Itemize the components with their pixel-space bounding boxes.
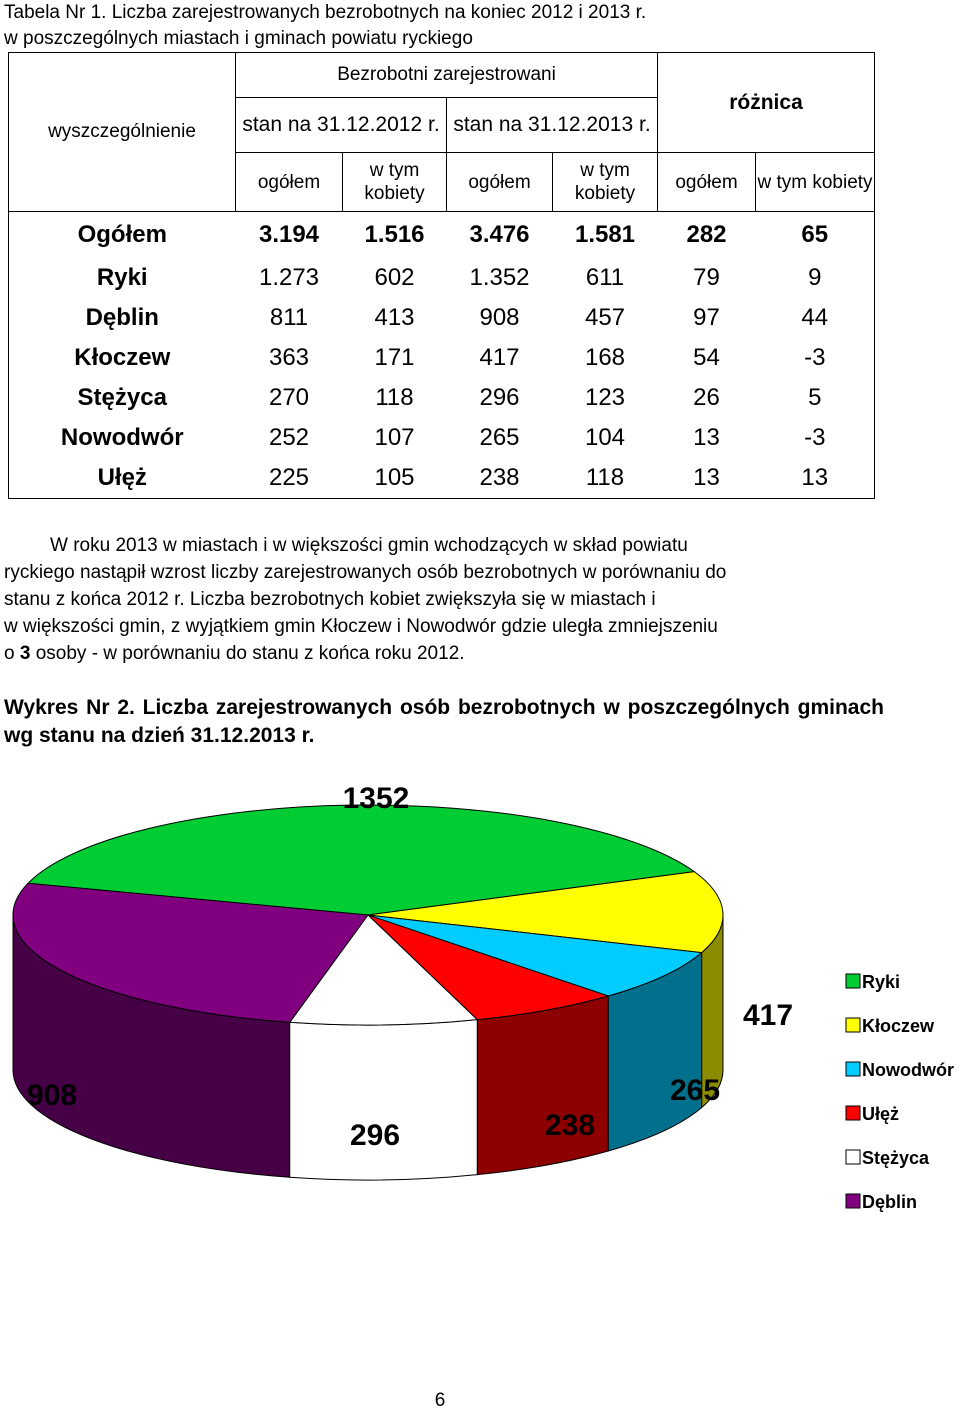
summary-paragraph — [4, 532, 884, 667]
cell: 611 — [585, 264, 625, 291]
cell: 44 — [756, 298, 875, 338]
chart-title: Wykres Nr 2. Liczba zarejestrowanych osób bezrobotnych w poszczególnych gminach wg stanu na dzień 31.12.2013 r. — [4, 696, 884, 747]
data-label-ułęż: 238 — [544, 1109, 596, 1142]
cell: 908 — [479, 304, 520, 331]
row-label-header: wyszczególnienie — [9, 53, 236, 212]
legend-label-nowodwór: Nowodwór — [862, 1060, 954, 1080]
row-name: Stężyca — [9, 378, 236, 418]
cell: 238 — [447, 458, 553, 499]
cell: 9 — [756, 258, 875, 298]
table-row-total — [9, 212, 875, 259]
pie-side-ułęż — [477, 996, 608, 1175]
legend-label-ułęż: Ułęż — [862, 1104, 900, 1124]
cell: 65 — [756, 212, 875, 259]
period-2013-header: stan na 31.12.2013 r. — [447, 98, 658, 153]
cell: 1.516 — [343, 212, 447, 259]
table-row — [9, 298, 875, 338]
legend-swatch-kłoczew — [846, 1018, 860, 1032]
paragraph-line: stanu z końca 2012 r. Liczba bezrobotnych kobiet zwiększyła się w miastach i — [4, 589, 656, 610]
paragraph-text: o — [4, 643, 20, 664]
legend-swatch-ryki — [846, 974, 860, 988]
sub-header-total: ogółem — [658, 153, 756, 212]
sub-header-women: w tym kobiety — [343, 153, 447, 212]
data-label-kłoczew: 417 — [742, 999, 794, 1032]
cell: 3.476 — [447, 212, 553, 259]
cell: 225 — [236, 458, 343, 499]
cell: 79 — [693, 264, 720, 291]
page-number: 6 — [434, 1390, 446, 1411]
sub-header-women: w tym kobiety — [553, 153, 658, 212]
table-row — [9, 258, 875, 298]
cell: -3 — [756, 418, 875, 458]
legend-label-dęblin: Dęblin — [862, 1192, 918, 1212]
paragraph-line: W roku 2013 w miastach i w większości gmin wchodzących w skład powiatu — [50, 535, 688, 556]
cell: 270 — [268, 384, 310, 411]
cell: 282 — [658, 212, 756, 259]
cell: 1.581 — [553, 212, 658, 259]
row-name: Ogółem — [9, 212, 236, 259]
cell: 54 — [693, 344, 720, 371]
paragraph-line: w większości gmin, z wyjątkiem gmin Kłoczew i Nowodwór gdzie uległa zmniejszeniu — [4, 616, 718, 637]
legend-swatch-nowodwór — [846, 1062, 860, 1076]
pie-side-stężyca — [290, 1020, 477, 1180]
legend-swatch-dęblin — [846, 1194, 860, 1208]
cell: 13 — [756, 458, 875, 499]
table-row — [9, 378, 875, 418]
row-name: Nowodwór — [9, 418, 236, 458]
row-name: Ułęż — [9, 458, 236, 499]
table-row — [9, 458, 875, 499]
cell: 602 — [374, 264, 415, 291]
sub-header-total: ogółem — [447, 153, 553, 212]
legend-label-stężyca: Stężyca — [862, 1148, 930, 1168]
paragraph-text: osoby - w porównaniu do stanu z końca roku 2012. — [30, 643, 465, 664]
cell: 118 — [375, 384, 414, 411]
row-name: Dęblin — [9, 298, 236, 338]
cell: 123 — [584, 384, 626, 411]
row-name: Ryki — [9, 258, 236, 298]
cell: 13 — [693, 424, 720, 451]
table-caption-line1: Tabela Nr 1. Liczba zarejestrowanych bezrobotnych na koniec 2012 i 2013 r. — [4, 2, 647, 23]
table-caption-line2: w poszczególnych miastach i gminach powiatu ryckiego — [4, 28, 473, 49]
cell: 417 — [479, 344, 520, 371]
cell: -3 — [756, 338, 875, 378]
data-label-nowodwór: 265 — [669, 1074, 721, 1107]
cell: 296 — [479, 384, 520, 411]
cell: 363 — [268, 344, 310, 371]
cell: 811 — [269, 304, 309, 331]
diff-header: różnica — [658, 53, 875, 153]
cell: 107 — [374, 424, 415, 451]
table-row — [9, 338, 875, 378]
cell: 265 — [479, 424, 520, 451]
legend-label-ryki: Ryki — [862, 972, 901, 992]
paragraph-line: ryckiego nastąpił wzrost liczby zarejestrowanych osób bezrobotnych w porównaniu do — [4, 562, 727, 583]
pie-chart — [0, 760, 960, 1280]
cell: 118 — [553, 458, 658, 499]
legend-label-kłoczew: Kłoczew — [862, 1016, 935, 1036]
cell: 168 — [584, 344, 626, 371]
cell: 413 — [374, 304, 415, 331]
cell: 97 — [693, 304, 720, 331]
data-label-dęblin: 908 — [26, 1079, 78, 1112]
row-name: Kłoczew — [9, 338, 236, 378]
cell: 1.273 — [258, 264, 320, 291]
data-label-stężyca: 296 — [349, 1119, 401, 1152]
cell: 3.194 — [236, 212, 343, 259]
paragraph-line — [4, 640, 884, 667]
cell: 252 — [268, 424, 310, 451]
cell: 1.352 — [469, 264, 530, 291]
cell: 26 — [693, 384, 720, 411]
cell: 104 — [584, 424, 626, 451]
cell: 457 — [584, 304, 626, 331]
cell: 171 — [374, 344, 415, 371]
legend-swatch-ułęż — [846, 1106, 860, 1120]
data-label-ryki: 1352 — [342, 782, 410, 815]
period-2012-header: stan na 31.12.2012 r. — [236, 98, 447, 153]
sub-header-women: w tym kobiety — [756, 153, 875, 212]
group-header: Bezrobotni zarejestrowani — [236, 53, 658, 98]
paragraph-bold-number: 3 — [19, 643, 31, 664]
table-row — [9, 418, 875, 458]
legend-swatch-stężyca — [846, 1150, 860, 1164]
cell: 5 — [756, 378, 875, 418]
cell: 13 — [658, 458, 756, 499]
sub-header-total: ogółem — [236, 153, 343, 212]
unemployment-table — [8, 52, 875, 499]
cell: 105 — [343, 458, 447, 499]
